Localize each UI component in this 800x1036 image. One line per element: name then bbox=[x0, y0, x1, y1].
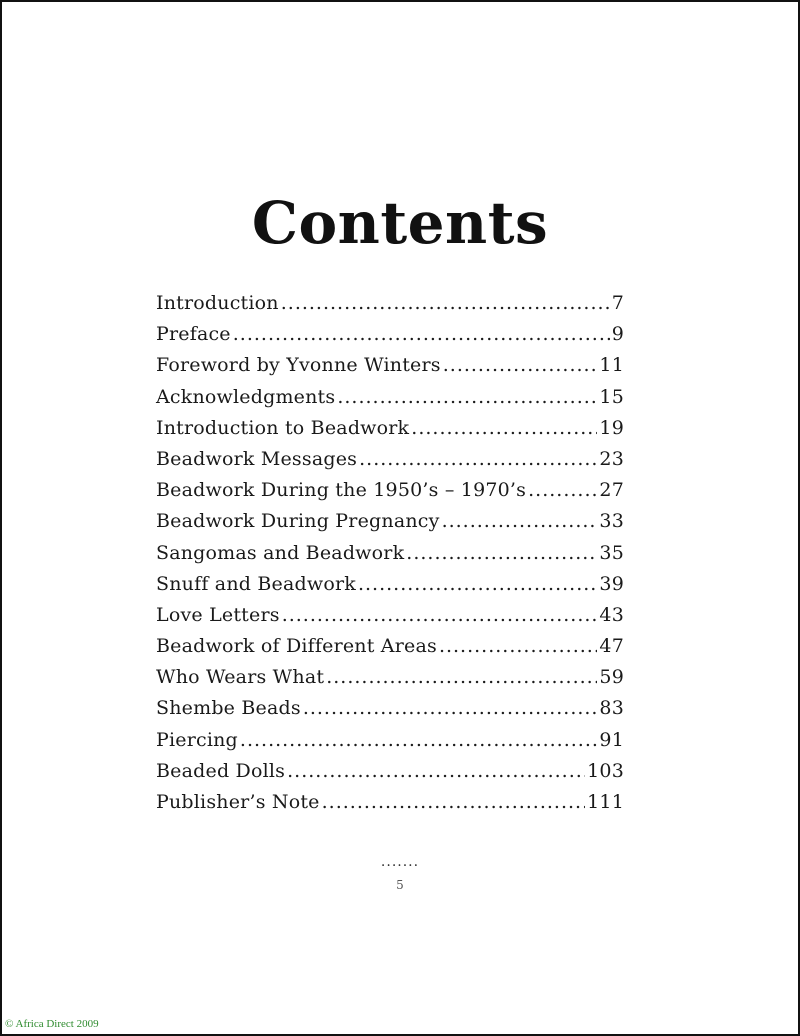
toc-entry-page-number: 111 bbox=[587, 791, 624, 813]
toc-entry-sangomas[interactable] bbox=[156, 538, 624, 569]
toc-entry-who-wears-what[interactable] bbox=[156, 662, 624, 693]
toc-entry-beadwork-pregnancy[interactable] bbox=[156, 506, 624, 537]
toc-entry-label: Beadwork During the 1950’s – 1970’s bbox=[156, 479, 527, 502]
page-ornament: ....... bbox=[380, 854, 420, 870]
toc-entry-label: Publisher’s Note bbox=[156, 791, 320, 813]
toc-entry-shembe-beads[interactable] bbox=[156, 693, 624, 724]
toc-entry-love-letters[interactable] bbox=[156, 600, 624, 631]
dot-leader bbox=[528, 475, 597, 506]
toc-entry-introduction[interactable] bbox=[156, 288, 624, 319]
toc-entry-page-number: 83 bbox=[599, 697, 624, 720]
copyright-watermark: © Africa Direct 2009 bbox=[5, 1018, 99, 1030]
toc-entry-snuff[interactable] bbox=[156, 569, 624, 600]
page-title: Contents bbox=[251, 188, 549, 257]
dot-leader bbox=[411, 413, 597, 444]
toc-entry-label: Snuff and Beadwork bbox=[156, 572, 356, 595]
toc-entry-page-number: 47 bbox=[599, 635, 624, 658]
dot-leader bbox=[282, 600, 598, 631]
toc-entry-label: Who Wears What bbox=[156, 666, 325, 689]
dot-leader bbox=[358, 569, 597, 600]
toc-entry-page-number: 33 bbox=[599, 510, 624, 533]
toc-entry-label: Preface bbox=[156, 323, 231, 346]
toc-entry-page-number: 91 bbox=[599, 728, 624, 751]
toc-entry-different-areas[interactable] bbox=[156, 631, 624, 662]
toc-entry-label: Shembe Beads bbox=[156, 697, 301, 720]
toc-entry-preface[interactable] bbox=[156, 319, 624, 350]
toc-entry-foreword[interactable] bbox=[156, 350, 624, 381]
page-number: 5 bbox=[396, 878, 404, 892]
dot-leader bbox=[233, 319, 610, 350]
toc-entry-page-number: 19 bbox=[599, 416, 624, 439]
dot-leader bbox=[406, 538, 597, 569]
toc-entry-piercing[interactable] bbox=[156, 725, 624, 756]
toc-entry-page-number: 15 bbox=[599, 385, 624, 408]
toc-entry-page-number: 7 bbox=[611, 292, 624, 314]
toc-entry-beadwork-1950s-1970s[interactable] bbox=[156, 475, 624, 506]
toc-entry-label: Foreword by Yvonne Winters bbox=[156, 354, 441, 377]
toc-entry-page-number: 59 bbox=[599, 666, 624, 689]
toc-entry-label: Acknowledgments bbox=[156, 385, 336, 408]
toc-entry-introduction-to-beadwork[interactable] bbox=[156, 413, 624, 444]
toc-entry-page-number: 11 bbox=[599, 354, 624, 377]
dot-leader bbox=[443, 350, 598, 381]
dot-leader bbox=[240, 725, 598, 756]
toc-entry-page-number: 23 bbox=[599, 447, 624, 470]
dot-leader bbox=[303, 693, 598, 724]
toc-entry-beadwork-messages[interactable] bbox=[156, 444, 624, 475]
toc-entry-page-number: 9 bbox=[611, 323, 624, 346]
dot-leader bbox=[287, 756, 585, 787]
toc-entry-page-number: 35 bbox=[599, 541, 624, 564]
toc-entry-beaded-dolls[interactable] bbox=[156, 756, 624, 787]
dot-leader bbox=[439, 631, 597, 662]
toc-entry-label: Sangomas and Beadwork bbox=[156, 541, 405, 564]
toc-entry-publishers-note[interactable] bbox=[156, 787, 624, 818]
dot-leader bbox=[326, 662, 597, 693]
dot-leader bbox=[337, 382, 597, 413]
table-of-contents bbox=[156, 288, 624, 818]
toc-entry-page-number: 39 bbox=[599, 572, 624, 595]
toc-entry-label: Beadwork During Pregnancy bbox=[156, 510, 440, 533]
toc-entry-label: Beadwork Messages bbox=[156, 447, 358, 470]
toc-entry-label: Introduction bbox=[156, 292, 279, 314]
toc-entry-acknowledgments[interactable] bbox=[156, 382, 624, 413]
dot-leader bbox=[281, 288, 610, 319]
toc-entry-page-number: 43 bbox=[599, 603, 624, 626]
dot-leader bbox=[359, 444, 597, 475]
dot-leader bbox=[442, 506, 598, 537]
toc-entry-page-number: 103 bbox=[587, 759, 624, 782]
dot-leader bbox=[322, 787, 586, 818]
toc-entry-page-number: 27 bbox=[599, 479, 624, 502]
toc-entry-label: Beadwork of Different Areas bbox=[156, 635, 437, 658]
toc-entry-label: Introduction to Beadwork bbox=[156, 416, 410, 439]
toc-entry-label: Love Letters bbox=[156, 603, 280, 626]
toc-entry-label: Piercing bbox=[156, 728, 238, 751]
toc-entry-label: Beaded Dolls bbox=[156, 759, 286, 782]
